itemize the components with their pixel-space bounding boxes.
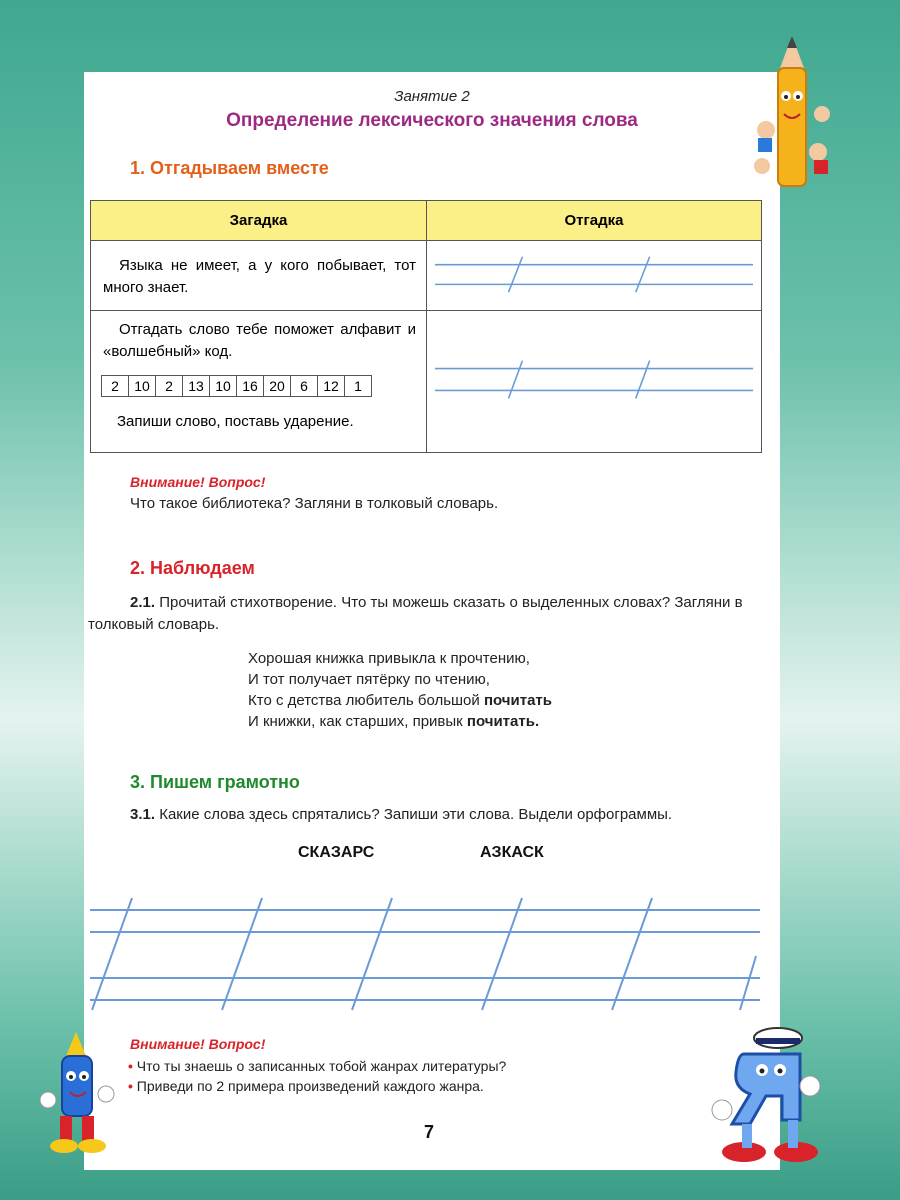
hidden-word-1: СКАЗАРС xyxy=(298,844,375,861)
code-cell: 20 xyxy=(263,375,291,397)
workbook-page xyxy=(84,72,780,1170)
code-cell: 2 xyxy=(155,375,183,397)
hidden-word-2: АЗКАСК xyxy=(480,844,544,861)
column-header-riddle: Загадка xyxy=(91,201,427,241)
answer-cell-2[interactable] xyxy=(427,311,762,453)
bullet-icon: • xyxy=(128,1058,137,1074)
code-cell: 16 xyxy=(236,375,264,397)
list-item-text: Что ты знаешь о записанных тобой жанрах литературы? xyxy=(136,1058,507,1074)
list-item-text: Приведи по 2 примера произведений каждого жанра. xyxy=(136,1078,484,1094)
task-number: 2.1. xyxy=(130,594,156,611)
highlighted-word: почитать. xyxy=(466,713,540,730)
section3-heading: 3. Пишем грамотно xyxy=(130,772,300,792)
writing-lines[interactable] xyxy=(84,892,780,1012)
list-item xyxy=(128,1076,506,1096)
code-cell: 12 xyxy=(317,375,345,397)
task-number: 3.1. xyxy=(130,806,156,823)
poem-line: И тот получает пятёрку по чтению, xyxy=(248,671,490,688)
task-text: Какие слова здесь спрятались? Запиши эти слова. Выдели орфограммы. xyxy=(159,806,673,823)
riddle-note: Запиши слово, поставь ударение. xyxy=(117,413,354,430)
highlighted-word: почитать xyxy=(483,692,552,709)
code-cell: 2 xyxy=(101,375,129,397)
bullet-icon: • xyxy=(128,1078,137,1094)
column-header-answer: Отгадка xyxy=(427,201,762,241)
answer-writing-lines-1 xyxy=(427,241,761,310)
task-text: Прочитай стихотворение. Что ты можешь сказать о выделенных словах? Загляни в толковый словарь. xyxy=(88,594,743,633)
answer-cell-1[interactable] xyxy=(427,241,762,311)
task-3-1 xyxy=(130,804,672,826)
code-cell: 10 xyxy=(209,375,237,397)
riddle-table xyxy=(90,200,762,453)
list-item xyxy=(128,1056,506,1076)
lesson-label: Занятие 2 xyxy=(394,88,470,105)
code-cell: 10 xyxy=(128,375,156,397)
page-title: Определение лексического значения слова xyxy=(226,110,638,131)
question-text: Что такое библиотека? Загляни в толковый словарь. xyxy=(130,495,499,512)
riddle-cell-1 xyxy=(91,241,427,311)
question-list xyxy=(128,1056,506,1096)
riddle-cell-2 xyxy=(91,311,427,453)
page-number: 7 xyxy=(396,1106,462,1162)
crayon-mascot-icon xyxy=(36,1030,126,1160)
poem-line-text: И книжки, как старших, привык xyxy=(248,713,467,730)
poem xyxy=(248,648,552,732)
riddle-text-1: Языка не имеет, а у кого побывает, тот много знает. xyxy=(103,257,416,296)
answer-writing-lines-2 xyxy=(427,311,761,452)
riddle-text-2: Отгадать слово тебе поможет алфавит и «волшебный» код. xyxy=(103,321,416,360)
attention-label-2: Внимание! Вопрос! xyxy=(130,1036,266,1052)
poem-line xyxy=(248,711,552,732)
pencil-mascot-icon xyxy=(740,34,844,196)
letter-mascot-icon xyxy=(704,1024,834,1170)
code-cell: 13 xyxy=(182,375,210,397)
attention-label-1: Внимание! Вопрос! xyxy=(130,474,266,490)
code-row xyxy=(101,375,426,397)
section2-heading: 2. Наблюдаем xyxy=(130,558,255,578)
code-cell: 1 xyxy=(344,375,372,397)
task-2-1 xyxy=(88,592,770,636)
poem-line xyxy=(248,690,552,711)
section1-heading: 1. Отгадываем вместе xyxy=(130,158,329,178)
poem-line-text: Кто с детства любитель большой xyxy=(248,692,484,709)
poem-line: Хорошая книжка привыкла к прочтению, xyxy=(248,650,530,667)
code-cell: 6 xyxy=(290,375,318,397)
